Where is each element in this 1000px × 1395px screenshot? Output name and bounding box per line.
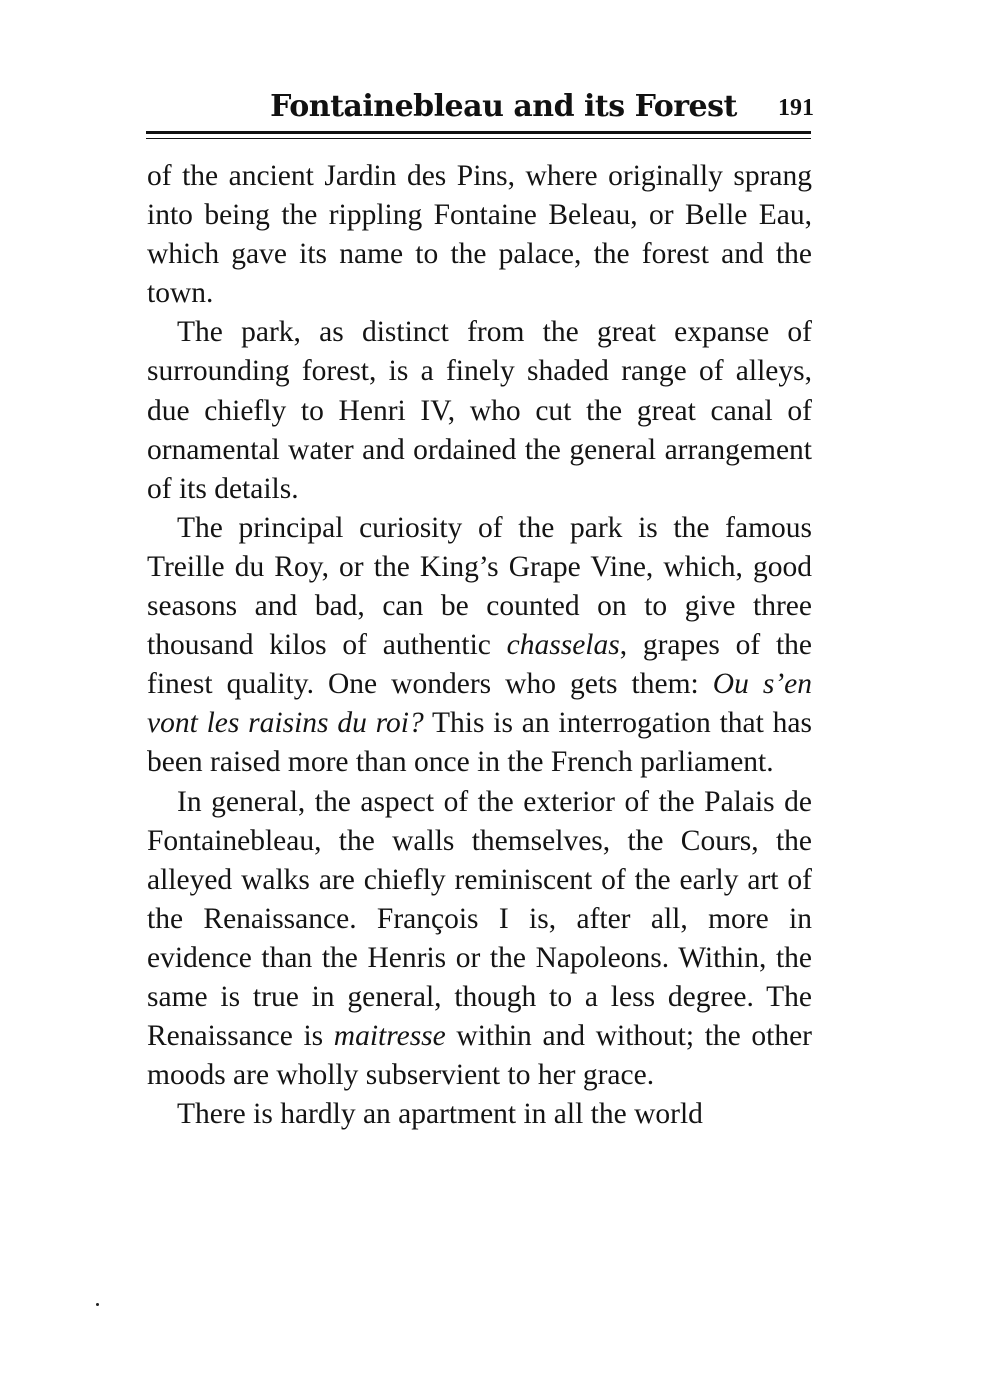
italic-quotation: Ou s’en vont les raisins du roi?	[147, 668, 812, 740]
paragraph-continued	[147, 157, 812, 313]
text-run: There is hardly an apartment in all the world	[177, 1098, 703, 1131]
text-run: of the ancient Jardin des Pins, where originally sprang into being the rippling Fontaine Beleau, or Belle Eau, which gave its name to the palace, the forest and the town.	[147, 160, 812, 310]
header-rule-thick	[146, 131, 811, 134]
text-run: This is an interrogation that has been raised more than once in the French parliament.	[147, 707, 812, 779]
page-header	[146, 86, 814, 128]
body-text	[147, 157, 812, 1134]
paragraph-apartment	[147, 1095, 812, 1134]
running-title: Fontainebleau and its Forest	[270, 89, 737, 124]
text-run: In general, the aspect of the exterior of the Palais de Fontainebleau, the walls themselves, the Cours, the alleyed walks are chiefly reminiscent of the early art of the Renaissance. François I is, after all, more in evidence than the Henris or the Napoleons. Within, the same is true in general, though to a less degree. The Renaissance is	[147, 785, 812, 1053]
text-run: The park, as distinct from the great expanse of surrounding forest, is a finely shaded range of alleys, due chiefly to Henri IV, who cut the great canal of ornamental water and ordained the general arrangement of its details.	[147, 316, 812, 505]
paragraph-renaissance	[147, 783, 812, 1096]
paragraph-park	[147, 313, 812, 508]
italic-term: chasselas	[506, 629, 620, 662]
text-run: within and without; the other moods are wholly subservient to her grace.	[147, 1020, 812, 1092]
text-run: , grapes of the finest quality. One wonders who gets them:	[147, 629, 812, 701]
paragraph-treille	[147, 509, 812, 783]
scan-speck	[96, 1303, 99, 1306]
page-number: 191	[778, 95, 814, 121]
header-rule-thin	[146, 138, 811, 139]
italic-term: maitresse	[333, 1020, 446, 1053]
text-run: The principal curiosity of the park is the famous Treille du Roy, or the King’s Grape Vine, which, good seasons and bad, can be counted on to give three thousand kilos of authentic	[147, 511, 812, 662]
